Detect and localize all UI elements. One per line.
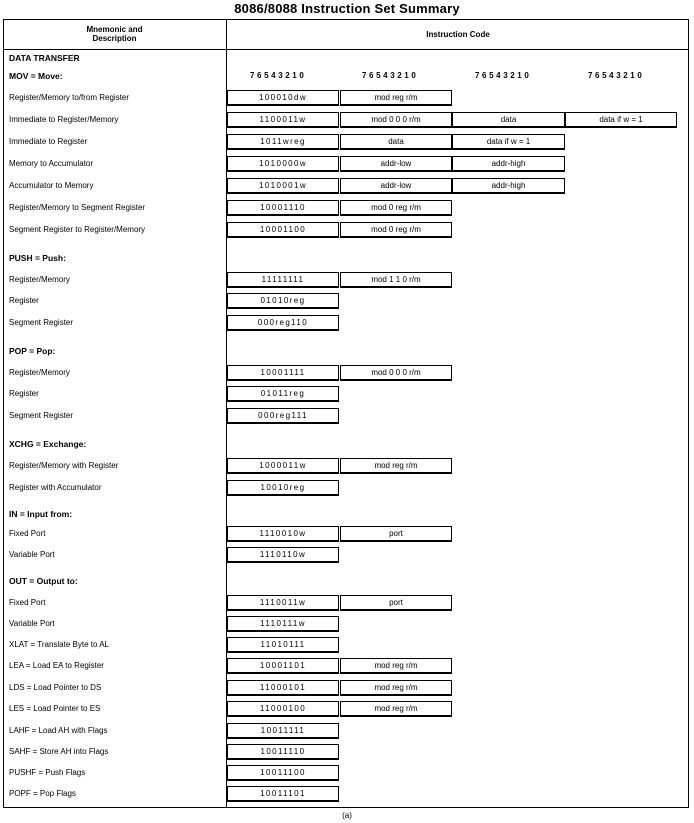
- opcode-cell: 11000100: [227, 701, 339, 717]
- operand-cell: data: [452, 112, 565, 128]
- operand-cell: data if w = 1: [565, 112, 677, 128]
- figure-caption: (a): [342, 811, 352, 820]
- opcode-cell: 10010reg: [227, 480, 339, 496]
- opcode-cell: 10001100: [227, 222, 339, 238]
- section-mov: MOV = Move:: [9, 71, 63, 81]
- row-label: Register/Memory with Register: [9, 461, 119, 470]
- section-xchg: XCHG = Exchange:: [9, 439, 87, 449]
- opcode-cell: 1110110w: [227, 547, 339, 563]
- operand-cell: mod 0 0 0 r/m: [340, 112, 452, 128]
- row-label: Accumulator to Memory: [9, 181, 94, 190]
- row-label: Register: [9, 389, 39, 398]
- opcode-cell: 100010dw: [227, 90, 339, 106]
- section-pop: POP = Pop:: [9, 346, 56, 356]
- row-label: Memory to Accumulator: [9, 159, 94, 168]
- row-label: Segment Register: [9, 411, 74, 420]
- row-label: Segment Register: [9, 318, 74, 327]
- opcode-cell: 1100011w: [227, 112, 339, 128]
- row-label: SAHF = Store AH into Flags: [9, 747, 109, 756]
- bit-order-1: 76543210: [250, 71, 307, 80]
- opcode-cell: 10011100: [227, 765, 339, 781]
- row-label: Immediate to Register/Memory: [9, 115, 119, 124]
- section-in: IN = Input from:: [9, 509, 73, 519]
- operand-cell: mod reg r/m: [340, 658, 452, 674]
- operand-cell: mod 0 reg r/m: [340, 222, 452, 238]
- operand-cell: mod reg r/m: [340, 701, 452, 717]
- operand-cell: mod 0 reg r/m: [340, 200, 452, 216]
- opcode-cell: 01010reg: [227, 293, 339, 309]
- header-mnemonic-line1: Mnemonic and: [86, 25, 143, 34]
- row-label: Fixed Port: [9, 529, 46, 538]
- bit-order-2: 76543210: [362, 71, 419, 80]
- operand-cell: addr-high: [452, 178, 565, 194]
- operand-cell: port: [340, 526, 452, 542]
- page-title: 8086/8088 Instruction Set Summary: [234, 1, 460, 16]
- opcode-cell: 1011wreg: [227, 134, 339, 150]
- opcode-cell: 1110010w: [227, 526, 339, 542]
- opcode-cell: 1000011w: [227, 458, 339, 474]
- row-label: Register with Accumulator: [9, 483, 102, 492]
- section-data-transfer: DATA TRANSFER: [9, 53, 80, 63]
- opcode-cell: 10001111: [227, 365, 339, 381]
- row-label: Variable Port: [9, 550, 55, 559]
- opcode-cell: 1010000w: [227, 156, 339, 172]
- opcode-cell: 1110111w: [227, 616, 339, 632]
- section-push: PUSH = Push:: [9, 253, 66, 263]
- row-label: LEA = Load EA to Register: [9, 661, 104, 670]
- header-instruction-code: Instruction Code: [227, 19, 689, 50]
- operand-cell: mod 1 1 0 r/m: [340, 272, 452, 288]
- row-label: Register: [9, 296, 39, 305]
- opcode-cell: 1110011w: [227, 595, 339, 611]
- row-label: Variable Port: [9, 619, 55, 628]
- row-label: LAHF = Load AH with Flags: [9, 726, 108, 735]
- opcode-cell: 11111111: [227, 272, 339, 288]
- bit-order-4: 76543210: [588, 71, 645, 80]
- operand-cell: data if w = 1: [452, 134, 565, 150]
- header-mnemonic-line2: Description: [92, 34, 137, 43]
- operand-cell: data: [340, 134, 452, 150]
- row-label: Immediate to Register: [9, 137, 88, 146]
- row-label: Segment Register to Register/Memory: [9, 225, 146, 234]
- operand-cell: addr-low: [340, 156, 452, 172]
- operand-cell: addr-high: [452, 156, 565, 172]
- operand-cell: port: [340, 595, 452, 611]
- operand-cell: mod reg r/m: [340, 680, 452, 696]
- opcode-cell: 1010001w: [227, 178, 339, 194]
- row-label: LES = Load Pointer to ES: [9, 704, 101, 713]
- opcode-cell: 000reg110: [227, 315, 339, 331]
- opcode-cell: 10001101: [227, 658, 339, 674]
- operand-cell: mod reg r/m: [340, 90, 452, 106]
- row-label: LDS = Load Pointer to DS: [9, 683, 102, 692]
- opcode-cell: 10011111: [227, 723, 339, 739]
- row-label: Register/Memory: [9, 275, 70, 284]
- opcode-cell: 11000101: [227, 680, 339, 696]
- opcode-cell: 01011reg: [227, 386, 339, 402]
- row-label: POPF = Pop Flags: [9, 789, 76, 798]
- operand-cell: addr-low: [340, 178, 452, 194]
- row-label: Fixed Port: [9, 598, 46, 607]
- header-mnemonic: [3, 19, 227, 50]
- operand-cell: mod 0 0 0 r/m: [340, 365, 452, 381]
- opcode-cell: 11010111: [227, 637, 339, 653]
- opcode-cell: 000reg111: [227, 408, 339, 424]
- opcode-cell: 10011110: [227, 744, 339, 760]
- bit-order-3: 76543210: [475, 71, 532, 80]
- row-label: Register/Memory to Segment Register: [9, 203, 146, 212]
- opcode-cell: 10011101: [227, 786, 339, 802]
- section-out: OUT = Output to:: [9, 576, 78, 586]
- row-label: XLAT = Translate Byte to AL: [9, 640, 109, 649]
- operand-cell: mod reg r/m: [340, 458, 452, 474]
- row-label: PUSHF = Push Flags: [9, 768, 86, 777]
- row-label: Register/Memory: [9, 368, 70, 377]
- row-label: Register/Memory to/from Register: [9, 93, 130, 102]
- opcode-cell: 10001110: [227, 200, 339, 216]
